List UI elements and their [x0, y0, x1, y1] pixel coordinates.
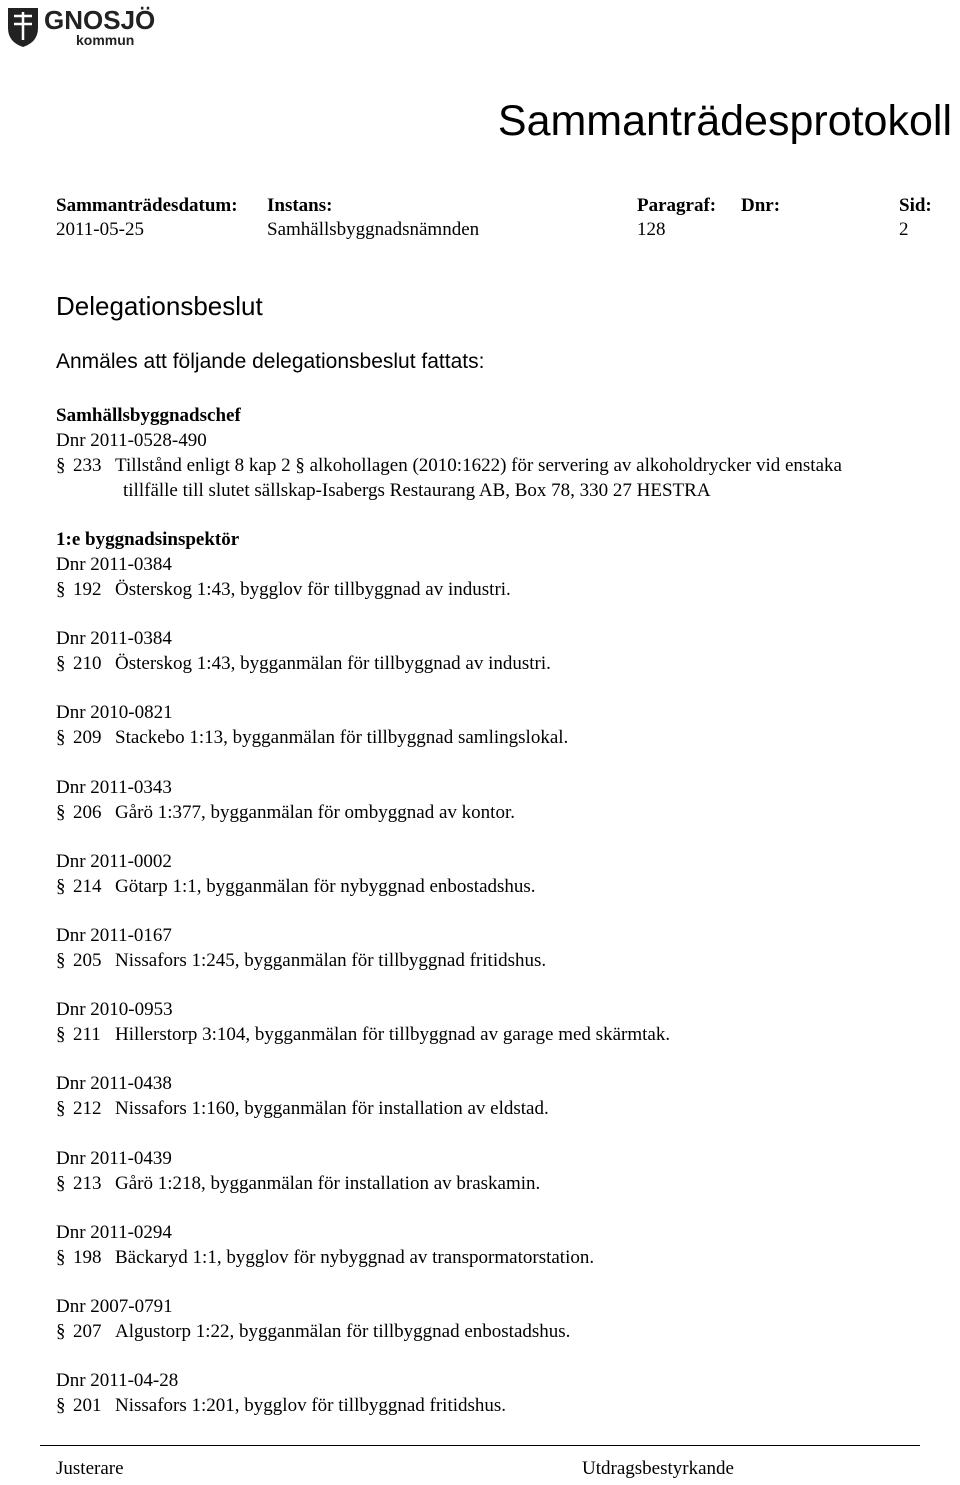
paragraph-sign: §	[56, 455, 66, 476]
item-text-continued: tillfälle till slutet sällskap-Isabergs Restaurang AB, Box 78, 330 27 HESTRA	[123, 480, 711, 501]
dnr-line: Dnr 2010-0821	[56, 702, 173, 723]
dnr-line: Dnr 2011-0294	[56, 1222, 172, 1243]
paragraph-sign: §	[56, 1098, 66, 1119]
dnr-line: Dnr 2011-0002	[56, 851, 172, 872]
item-text: Tillstånd enligt 8 kap 2 § alkohollagen (2010:1622) för servering av alkoholdrycker vid enstaka	[115, 455, 842, 476]
item-text: Algustorp 1:22, bygganmälan för tillbyggnad enbostadshus.	[115, 1321, 571, 1342]
paragraph-sign: §	[56, 579, 66, 600]
section-heading: Delegationsbeslut	[56, 291, 263, 321]
paragraph-sign: §	[56, 1321, 66, 1342]
item-text: Nissafors 1:201, bygglov för tillbyggnad fritidshus.	[115, 1395, 507, 1416]
paragraph-sign: §	[56, 802, 66, 823]
dnr-line: Dnr 2011-0528-490	[56, 430, 207, 451]
item-number: 201	[73, 1395, 102, 1416]
crest-icon	[4, 4, 174, 48]
item-text: Götarp 1:1, bygganmälan för nybyggnad enbostadshus.	[115, 876, 536, 897]
paragraph-sign: §	[56, 1395, 66, 1416]
paragraph-sign: §	[56, 1173, 66, 1194]
footer-divider	[40, 1445, 920, 1446]
paragraph-sign: §	[56, 876, 66, 897]
item-number: 213	[73, 1173, 102, 1194]
item-number: 210	[73, 653, 102, 674]
item-number: 192	[73, 579, 102, 600]
paragraph-sign: §	[56, 727, 66, 748]
item-text: Bäckaryd 1:1, bygglov för nybyggnad av transpormatorstation.	[115, 1247, 595, 1268]
svg-text:kommun: kommun	[76, 32, 135, 48]
paragraph-sign: §	[56, 653, 66, 674]
document-title: Sammanträdesprotokoll	[497, 97, 952, 145]
item-number: 212	[73, 1098, 102, 1119]
paragraph-sign: §	[56, 1247, 66, 1268]
footer-utdragsbestyrkande: Utdragsbestyrkande	[582, 1458, 734, 1479]
role-byggnadsinspektor: 1:e byggnadsinspektör	[56, 529, 240, 550]
paragraph-sign: §	[56, 1024, 66, 1045]
date-value: 2011-05-25	[56, 219, 144, 240]
item-text: Gårö 1:218, bygganmälan för installation av braskamin.	[115, 1173, 541, 1194]
page-label: Sid:	[899, 195, 932, 216]
dnr-line: Dnr 2011-0384	[56, 628, 172, 649]
instance-value: Samhällsbyggnadsnämnden	[267, 219, 480, 240]
dnr-label: Dnr:	[741, 195, 781, 216]
instance-label: Instans:	[267, 195, 333, 216]
item-number: 207	[73, 1321, 102, 1342]
dnr-line: Dnr 2011-0384	[56, 554, 172, 575]
dnr-line: Dnr 2011-0167	[56, 925, 172, 946]
dnr-line: Dnr 2011-04-28	[56, 1370, 179, 1391]
item-number: 211	[73, 1024, 101, 1045]
paragraph-label: Paragraf:	[637, 195, 717, 216]
date-label: Sammanträdesdatum:	[56, 195, 238, 216]
item-text: Hillerstorp 3:104, bygganmälan för tillbyggnad av garage med skärmtak.	[115, 1024, 671, 1045]
dnr-line: Dnr 2011-0439	[56, 1148, 172, 1169]
item-text: Österskog 1:43, bygglov för tillbyggnad av industri.	[115, 579, 511, 600]
item-number: 214	[73, 876, 102, 897]
item-number: 233	[73, 455, 102, 476]
item-text: Österskog 1:43, bygganmälan för tillbyggnad av industri.	[115, 653, 551, 674]
dnr-line: Dnr 2007-0791	[56, 1296, 173, 1317]
item-number: 198	[73, 1247, 102, 1268]
item-number: 209	[73, 727, 102, 748]
page-value: 2	[899, 219, 909, 240]
item-text: Nissafors 1:245, bygganmälan för tillbyggnad fritidshus.	[115, 950, 547, 971]
footer-justerare: Justerare	[56, 1458, 124, 1479]
item-text: Stackebo 1:13, bygganmälan för tillbyggnad samlingslokal.	[115, 727, 569, 748]
dnr-line: Dnr 2010-0953	[56, 999, 173, 1020]
item-number: 205	[73, 950, 102, 971]
dnr-line: Dnr 2011-0343	[56, 777, 172, 798]
paragraph-sign: §	[56, 950, 66, 971]
gnosjo-kommun-logo	[4, 4, 174, 48]
item-text: Gårö 1:377, bygganmälan för ombyggnad av kontor.	[115, 802, 515, 823]
role-samhallsbyggnadschef: Samhällsbyggnadschef	[56, 405, 241, 426]
item-number: 206	[73, 802, 102, 823]
paragraph-value: 128	[637, 219, 666, 240]
svg-text:GNOSJÖ: GNOSJÖ	[44, 5, 156, 35]
intro-text: Anmäles att följande delegationsbeslut fattats:	[56, 350, 485, 373]
item-text: Nissafors 1:160, bygganmälan för installation av eldstad.	[115, 1098, 549, 1119]
dnr-line: Dnr 2011-0438	[56, 1073, 172, 1094]
